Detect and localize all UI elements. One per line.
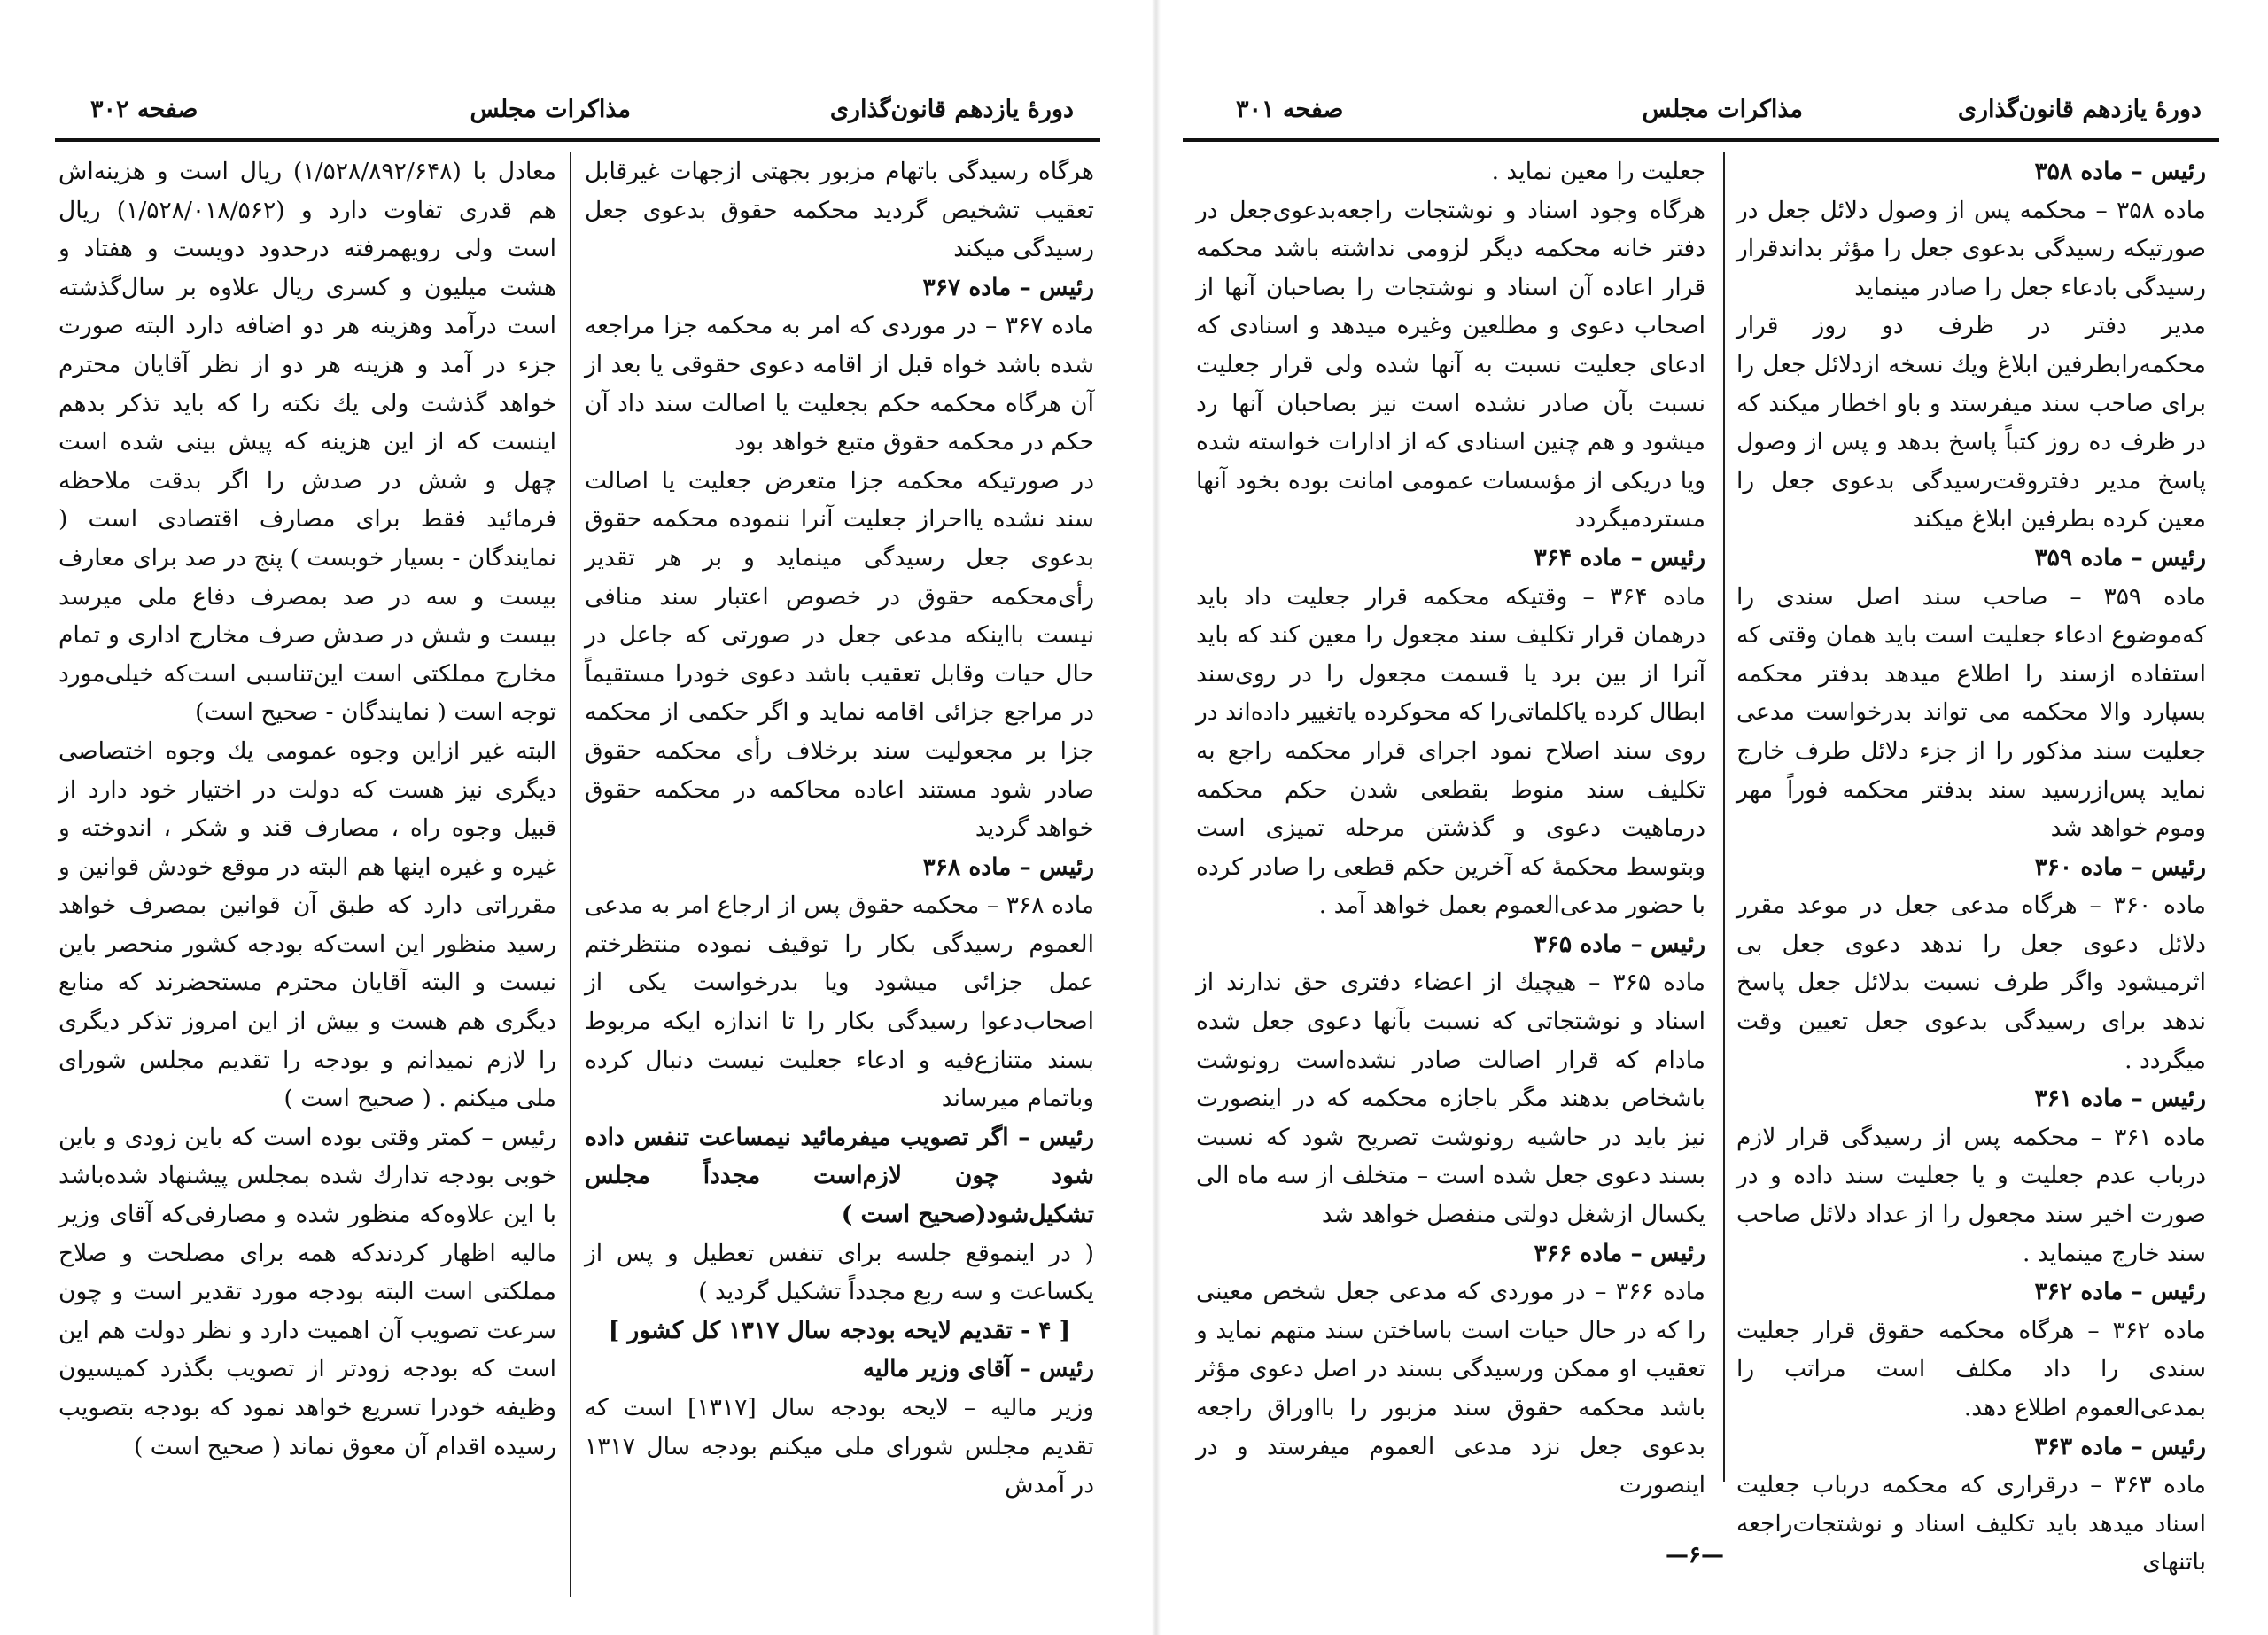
- bottom-folio: —۶—: [1666, 1542, 1724, 1569]
- paragraph: ماده ۳۵۹ – صاحب سند اصل سندی را که‌موضوع ادعاء جعلیت است باید همان وقتی که استفاده ازسند را اطلاع میدهد بدفتر محکمه بسپارد والا محکمه می تواند بدرخواست مدعی جعلیت سند مذکور را از جزء دلائل طرف خارج نماید پس‌ازرسید سند بدفتر محکمه فوراً مهر وموم خواهد شد: [1736, 582, 2206, 843]
- paragraph: ماده ۳۶۰ – هرگاه مدعی جعل در موعد مقرر دلائل دعوی جعل را ندهد دعوی جعل بی اثرمیشود واگر طرف نسبت بدلائل جعل پاسخ ندهد برای رسیدگی بدعوی جعل تعیین وقت میگردد .: [1736, 891, 2206, 1074]
- speaker-heading: رئیس – ماده ۳۶۳: [2034, 1432, 2206, 1460]
- right-page-header: [1183, 87, 2219, 142]
- speaker-heading: رئیس – ماده ۳۶۸: [922, 853, 1094, 881]
- header-title: مذاکرات مجلس: [470, 96, 631, 123]
- paragraph: هرگاه وجود اسناد و نوشتجات راجعه‌بدعوی‌جعل در دفتر خانه محکمه دیگر لزومی نداشته باشد محکمه قرار اعاده آن اسناد و نوشتجات را بصاحبان آنها از اصحاب دعوی و مطلعین وغیره میدهد و اسنادی که ادعای جعلیت نسبت به آنها شده ولی قرار جعلیت نسبت بآن صادر نشده است نیز بصاحبان آنها رد میشود و هم چنین اسنادی که از ادارات خواسته شده ویا دریکی از مؤسسات عمومی امانت بوده بخود آنها مستردمیگردد: [1196, 196, 1705, 533]
- paragraph: ماده ۳۶۷ – در موردی که امر به محکمه جزا مراجعه شده باشد خواه قبل از اقامه دعوی حقوقی یا بعد از آن هرگاه محکمه حکم بجعلیت یا اصالت سند داد آن حکم در محکمه حقوق متبع خواهد بود: [585, 312, 1094, 456]
- column-rule: [570, 152, 571, 1597]
- right-page-right-column: [1736, 152, 2206, 1582]
- paragraph: جعلیت را معین نماید .: [1491, 158, 1705, 185]
- paragraph: رئیس – کمتر وقتی بوده است که باین زودی و باین خوبی بودجه تدارك شده بمجلس پیشنهاد شده‌باشد با این علاوه‌که منظور شده و مصارفی‌که آقای وزیر مالیه اظهار کردندکه همه برای مصلحت و صلاح مملکتی است البته بودجه مورد تقدیر است و چون سرعت تصویب آن اهمیت دارد و نظر دولت هم این است که بودجه زودتر از تصویب بگذرد کمیسیون وظیفه خودرا تسریع خواهد نمود که بودجه بتصویب رسیده اقدام آن معوق نماند ( صحیح است ): [58, 1123, 556, 1460]
- header-session: دورهٔ یازدهم قانون‌گذاری: [1957, 96, 2202, 123]
- left-page-right-column: [585, 152, 1094, 1505]
- paragraph: ماده ۳۶۱ – محکمه پس از رسیدگی قرار لازم درباب عدم جعلیت و یا جعلیت سند داده و در صورت اخیر سند مجعول را از عداد دلائل صاحب سند خارج مینماید .: [1736, 1123, 2206, 1267]
- speaker-heading: رئیس – ماده ۳۶۶: [1534, 1239, 1705, 1267]
- paragraph: ماده ۳۶۸ – محکمه حقوق پس از ارجاع امر به مدعی العموم رسیدگی بکار را توقیف نموده منتظرختم عمل جزائی میشود ویا بدرخواست یکی از اصحاب‌دعوا رسیدگی بکار را تا اندازه ایکه مربوط بسند متنازع‌فیه و ادعاء جعلیت نیست دنبال کرده وباتمام میرساند: [585, 891, 1094, 1113]
- speaker-heading: رئیس – ماده ۳۶۵: [1534, 930, 1705, 958]
- speaker-heading: [ ۴ - تقدیم لایحه بودجه سال ۱۳۱۷ کل کشور ]: [608, 1316, 1071, 1344]
- speaker-heading: رئیس – آقای وزیر مالیه: [862, 1355, 1094, 1383]
- paragraph: معادل با (۱/۵۲۸/۸۹۲/۶۴۸) ریال است و هزینه‌اش هم قدری تفاوت دارد و (۱/۵۲۸/۰۱۸/۵۶۲) ریال است ولی رویهمرفته درحدود دویست و هفتاد و هشت میلیون و کسری ریال علاوه بر سال‌گذشته است درآمد وهزینه هر دو اضافه دارد البته صورت جزء در آمد و هزینه هر دو از نظر آقایان محترم خواهد گذشت ولی یك نکته را که باید تذکر بدهم اینست که از این هزینه که پیش بینی شده است چهل و شش در صدش را اگر بدقت ملاحظه فرمائید فقط برای مصارف اقتصادی است ( نمایندگان - بسیار خوبست ) پنج در صد برای معارف بیست و سه در صد بمصرف دفاع ملی میرسد بیست و شش در صدش صرف مخارج اداری و تمام مخارج مملکتی است این‌تناسبی است‌که خیلی‌مورد توجه است ( نمایندگان - صحیح است): [58, 158, 556, 727]
- speaker-heading: رئیس – ماده ۳۶۴: [1534, 543, 1705, 572]
- speaker-heading: رئیس – ماده ۳۶۰: [2034, 853, 2206, 881]
- speaker-heading: رئیس – اگر تصویب میفرمائید نیمساعت تنفس داده شود چون لازم‌است مجدداً مجلس تشکیل‌شود(صحیح است ): [585, 1123, 1094, 1229]
- speaker-heading: رئیس – ماده ۳۵۹: [2034, 543, 2206, 572]
- paragraph: ماده ۳۶۵ – هیچیك از اعضاء دفتری حق ندارند از اسناد و نوشتجاتی که نسبت بآنها دعوی جعل شده مادام که قرار اصالت صادر نشده‌است رونوشت باشخاص بدهند مگر باجازه محکمه که در اینصورت نیز باید در حاشیه رونوشت تصریح شود که نسبت بسند دعوی جعل شده است – متخلف از سه ماه الی یکسال ازشغل دولتی منفصل خواهد شد: [1196, 969, 1705, 1229]
- paragraph: مدیر دفتر در ظرف دو روز قرار محکمه‌رابطرفین ابلاغ ویك نسخه ازدلائل جعل را برای صاحب سند میفرستد و باو اخطار میکند که در ظرف ده روز کتباً پاسخ بدهد و پس از وصول پاسخ مدیر دفتروقت‌رسیدگی بدعوی جعل را معین کرده بطرفین ابلاغ میکند: [1736, 312, 2206, 533]
- paragraph: هرگاه رسیدگی باتهام مزبور بجهتی ازجهات غیرقابل تعقیب تشخیص گردید محکمه حقوق بدعوی جعل رسیدگی میکند: [585, 158, 1094, 263]
- column-rule: [1723, 152, 1725, 1482]
- right-page-left-column: [1196, 152, 1705, 1505]
- paragraph: البته غیر ازاین وجوه عمومی یك وجوه اختصاصی دیگری نیز هست که دولت در اختیار خود دارد از قبیل وجوه راه ، مصارف قند و شکر ، اندوخته و غیره و غیره اینها هم البته در موقع خودش قوانین و مقرراتی دارد که طبق آن قوانین بمصرف خواهد رسید منظور این است‌که بودجه کشور منحصر باین نیست و البته آقایان محترم مستحضرند که منابع دیگری هم هست و بیش از این امروز تذکر دیگری را لازم نمیدانم و بودجه را تقدیم مجلس شورای ملی میکنم . ( صحیح است ): [58, 736, 556, 1113]
- left-page-header: [55, 87, 1100, 142]
- left-page-left-column: [58, 152, 556, 1466]
- speaker-heading: رئیس – ماده ۳۵۸: [2034, 158, 2206, 185]
- paragraph: ماده ۳۵۸ – محکمه پس از وصول دلائل جعل در صورتیکه رسیدگی بدعوی جعل را مؤثر بداندقرار رسیدگی بادعاء جعل را صادر مینماید: [1736, 196, 2206, 301]
- header-session: دورهٔ یازدهم قانون‌گذاری: [829, 96, 1074, 123]
- paragraph: ماده ۳۶۲ – هرگاه محکمه حقوق قرار جعلیت سندی را داد مکلف است مراتب را بمدعی‌العموم اطلاع دهد.: [1736, 1316, 2206, 1421]
- paragraph: ماده ۳۶۴ – وقتیکه محکمه قرار جعلیت داد باید درهمان قرار تکلیف سند مجعول را معین کند که باید آنرا از بین برد یا قسمت مجعول را در روی‌سند ابطال کرده یاکلماتی‌را که محوکرده یاتغییر داده‌اند در روی سند اصلاح نمود اجرای قرار محکمه راجع به تکلیف سند منوط بقطعی شدن حکم محکمه درماهیت دعوی و گذشتن مرحله تمیزی است وبتوسط محکمهٔ که آخرین حکم قطعی را صادر کرده با حضور مدعی‌العموم بعمل خواهد آمد .: [1196, 582, 1705, 920]
- paragraph: ماده ۳۶۳ – درقراری که محکمه درباب جعلیت اسناد میدهد باید تکلیف اسناد و نوشتجات‌راجعه باتنهای: [1736, 1471, 2206, 1577]
- paragraph: وزیر مالیه – لایحه بودجه سال [۱۳۱۷] است که تقدیم مجلس شورای ملی میکنم بودجه سال ۱۳۱۷ در آمدش: [585, 1394, 1094, 1499]
- header-page-number: صفحه ۳۰۱: [1236, 96, 1344, 123]
- speaker-heading: رئیس – ماده ۳۶۷: [922, 273, 1094, 301]
- header-title: مذاکرات مجلس: [1642, 96, 1803, 123]
- right-page: [1156, 0, 2268, 1635]
- paragraph: در صورتیکه محکمه جزا متعرض جعلیت یا اصالت سند نشده یااحراز جعلیت آنرا ننموده محکمه حقوق بدعوی جعل رسیدگی مینماید و بر هر تقدیر رأی‌محکمه حقوق در خصوص اعتبار سند منافی نیست بااینکه مدعی جعل در صورتی که جاعل در حال حیات وقابل تعقیب باشد دعوی خودرا مستقیماً در مراجع جزائی اقامه نماید و اگر حکمی از محکمه جزا بر مجعولیت سند برخلاف رأی محکمه حقوق صادر شود مستند اعاده محاکمه در محکمه حقوق خواهد گردید: [585, 466, 1094, 843]
- paragraph: ( در اینموقع جلسه برای تنفس تعطیل و پس از یکساعت و سه ربع مجدداً تشکیل گردید ): [585, 1239, 1094, 1306]
- paragraph: ماده ۳۶۶ – در موردی که مدعی جعل شخص معینی را که در حال حیات است باساختن سند متهم نماید و تعقیب او ممکن ورسیدگی بسند در اصل دعوی مؤثر باشد محکمه حقوق سند مزبور را بااوراق راجعه بدعوی جعل نزد مدعی العموم میفرستد و در اینصورت: [1196, 1278, 1706, 1499]
- speaker-heading: رئیس – ماده ۳۶۱: [2034, 1085, 2206, 1113]
- speaker-heading: رئیس – ماده ۳۶۲: [2034, 1278, 2206, 1306]
- header-page-number: صفحه ۳۰۲: [90, 96, 198, 123]
